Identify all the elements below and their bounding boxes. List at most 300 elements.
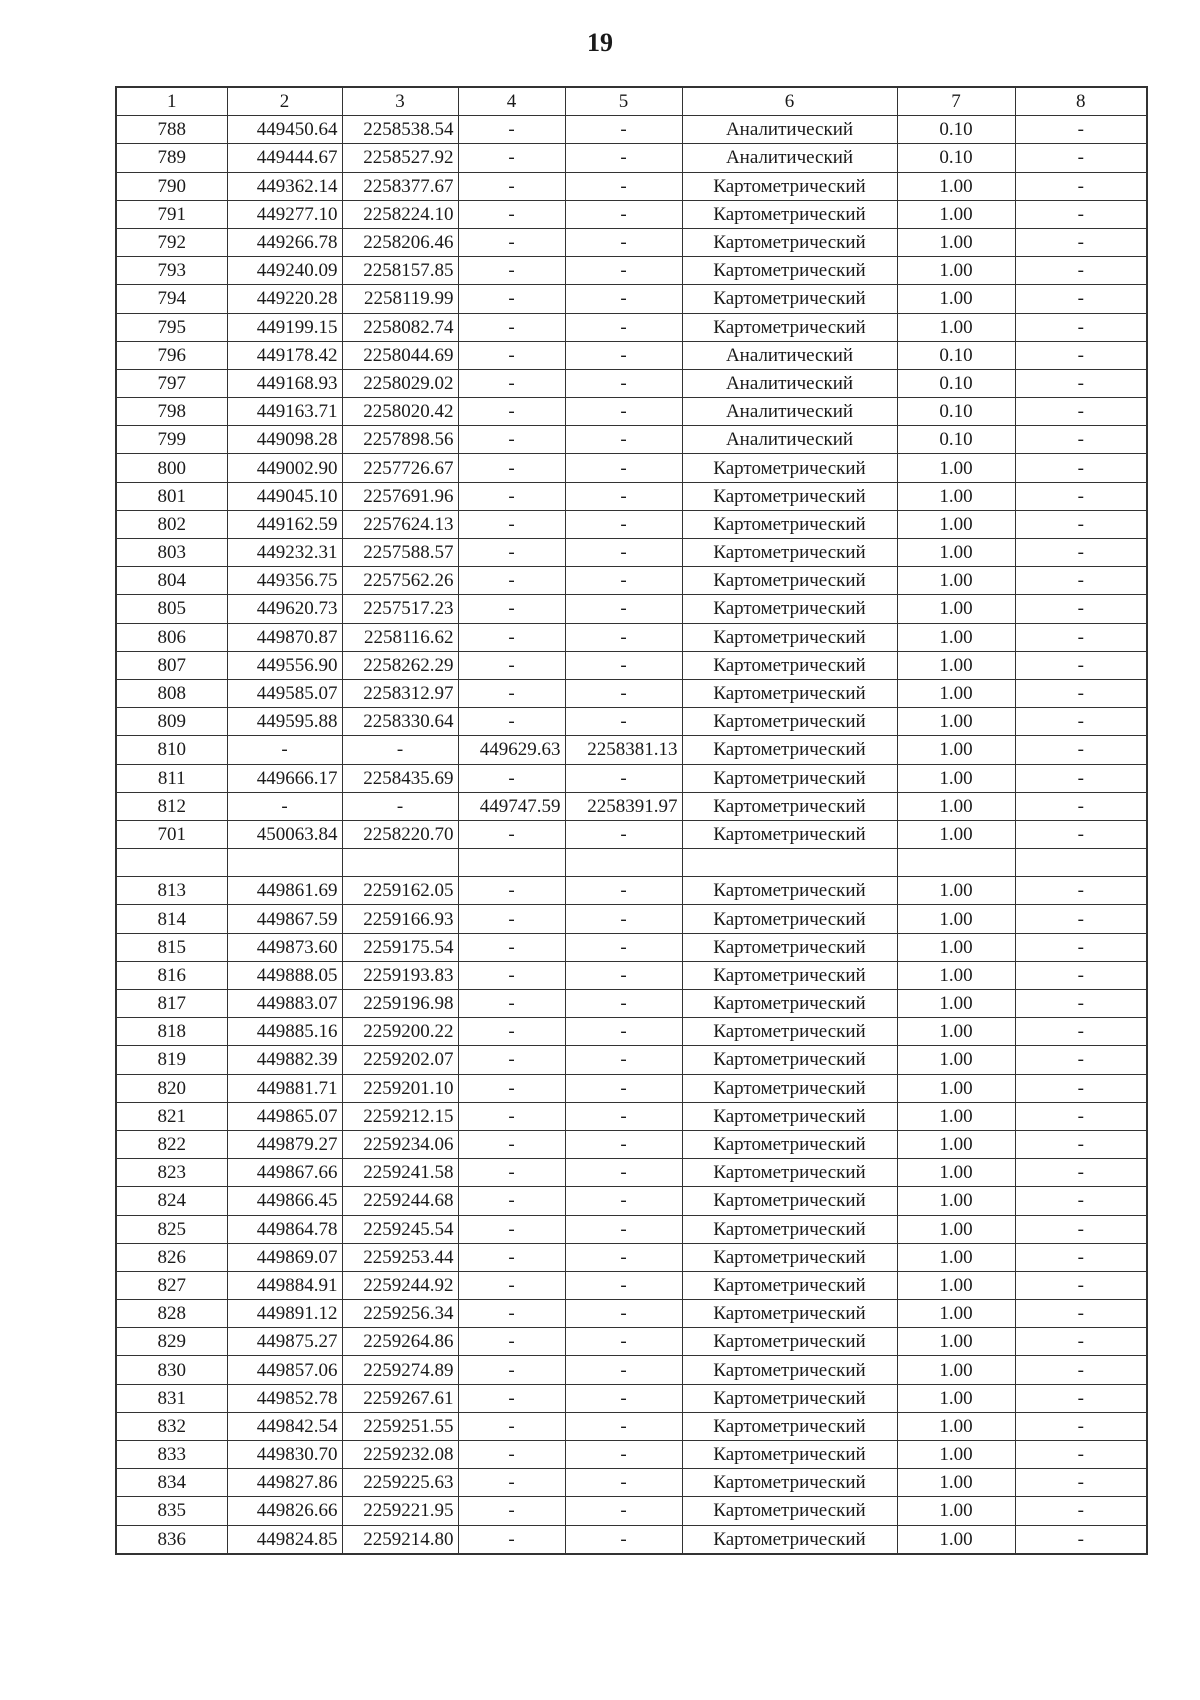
table-cell-x-coordinate-alt: - (458, 1469, 565, 1497)
table-cell-notes: - (1015, 1300, 1147, 1328)
table-cell-x-coordinate: 449857.06 (227, 1356, 342, 1384)
table-cell-y-coordinate-alt: - (565, 200, 682, 228)
table-cell-y-coordinate: 2257517.23 (342, 595, 458, 623)
table-cell-accuracy: 1.00 (897, 567, 1015, 595)
table-cell-y-coordinate-alt: - (565, 1018, 682, 1046)
table-cell-y-coordinate-alt: - (565, 285, 682, 313)
table-cell-x-coordinate-alt: - (458, 1384, 565, 1412)
table-cell-y-coordinate: 2258262.29 (342, 651, 458, 679)
table-cell-accuracy: 1.00 (897, 510, 1015, 538)
table-cell-y-coordinate-alt: - (565, 369, 682, 397)
table-cell-y-coordinate-alt: - (565, 539, 682, 567)
table-cell-accuracy: 1.00 (897, 482, 1015, 510)
table-cell-notes: - (1015, 1328, 1147, 1356)
table-cell-accuracy: 0.10 (897, 116, 1015, 144)
table-cell-y-coordinate-alt: - (565, 1300, 682, 1328)
table-row (116, 1271, 1147, 1299)
table-cell-x-coordinate-alt: - (458, 595, 565, 623)
table-cell-x-coordinate: 450063.84 (227, 820, 342, 848)
table-cell-x-coordinate: 449875.27 (227, 1328, 342, 1356)
table-cell-notes: - (1015, 1074, 1147, 1102)
table-cell-x-coordinate-alt: - (458, 539, 565, 567)
table-cell-notes (1015, 849, 1147, 877)
table-cell-notes: - (1015, 961, 1147, 989)
table-cell-notes: - (1015, 679, 1147, 707)
table-cell-accuracy: 1.00 (897, 623, 1015, 651)
table-cell-x-coordinate: - (227, 792, 342, 820)
table-cell-x-coordinate: 449826.66 (227, 1497, 342, 1525)
table-body (116, 116, 1147, 1554)
table-cell-point-number: 793 (116, 257, 227, 285)
table-cell-x-coordinate-alt: - (458, 933, 565, 961)
table-cell-x-coordinate-alt: - (458, 116, 565, 144)
table-cell-accuracy: 1.00 (897, 877, 1015, 905)
table-cell-method: Картометрический (682, 1271, 897, 1299)
table-cell-y-coordinate-alt: - (565, 764, 682, 792)
table-cell-y-coordinate-alt: - (565, 510, 682, 538)
table-cell-accuracy: 1.00 (897, 595, 1015, 623)
table-cell-y-coordinate-alt: - (565, 905, 682, 933)
table-cell-y-coordinate: 2259196.98 (342, 990, 458, 1018)
column-header-6: 6 (682, 87, 897, 116)
table-cell-notes: - (1015, 1046, 1147, 1074)
table-cell-x-coordinate-alt: - (458, 257, 565, 285)
table-cell-point-number: 804 (116, 567, 227, 595)
table-cell-accuracy: 1.00 (897, 1159, 1015, 1187)
table-cell-y-coordinate: 2259162.05 (342, 877, 458, 905)
table-cell-x-coordinate-alt: - (458, 820, 565, 848)
table-cell-point-number: 825 (116, 1215, 227, 1243)
table-cell-x-coordinate: 449450.64 (227, 116, 342, 144)
table-cell-x-coordinate: 449240.09 (227, 257, 342, 285)
table-cell-x-coordinate-alt: - (458, 1356, 565, 1384)
table-cell-accuracy: 1.00 (897, 200, 1015, 228)
table-row (116, 313, 1147, 341)
table-row (116, 1215, 1147, 1243)
table-row (116, 961, 1147, 989)
table-cell-x-coordinate-alt: - (458, 1271, 565, 1299)
table-cell-point-number: 813 (116, 877, 227, 905)
table-cell-accuracy: 1.00 (897, 990, 1015, 1018)
table-cell-x-coordinate-alt: - (458, 1300, 565, 1328)
table-cell-x-coordinate-alt: - (458, 961, 565, 989)
table-row (116, 539, 1147, 567)
table-cell-x-coordinate: 449356.75 (227, 567, 342, 595)
table-cell-accuracy: 1.00 (897, 454, 1015, 482)
table-cell-x-coordinate: 449595.88 (227, 708, 342, 736)
table-cell-point-number: 810 (116, 736, 227, 764)
table-cell-notes: - (1015, 651, 1147, 679)
table-cell-y-coordinate-alt: - (565, 961, 682, 989)
table-cell-notes: - (1015, 1384, 1147, 1412)
table-cell-accuracy: 1.00 (897, 228, 1015, 256)
table-cell-x-coordinate-alt: - (458, 200, 565, 228)
table-cell-notes: - (1015, 257, 1147, 285)
table-cell-point-number: 832 (116, 1412, 227, 1440)
column-header-5: 5 (565, 87, 682, 116)
table-cell-y-coordinate-alt: - (565, 1525, 682, 1554)
table-cell-y-coordinate: 2259244.92 (342, 1271, 458, 1299)
table-cell-x-coordinate-alt: - (458, 1187, 565, 1215)
table-cell-x-coordinate: 449002.90 (227, 454, 342, 482)
table-cell-method: Картометрический (682, 736, 897, 764)
table-cell-notes: - (1015, 1497, 1147, 1525)
table-cell-notes: - (1015, 877, 1147, 905)
table-cell-method: Картометрический (682, 1243, 897, 1271)
table-cell-x-coordinate: 449869.07 (227, 1243, 342, 1271)
table-cell-y-coordinate-alt: - (565, 1046, 682, 1074)
table-cell-point-number: 790 (116, 172, 227, 200)
table-cell-y-coordinate-alt: - (565, 877, 682, 905)
table-cell-x-coordinate: 449867.66 (227, 1159, 342, 1187)
table-cell-y-coordinate: 2258044.69 (342, 341, 458, 369)
table-cell-notes: - (1015, 708, 1147, 736)
table-row (116, 172, 1147, 200)
table-cell-point-number: 806 (116, 623, 227, 651)
table-cell-accuracy: 1.00 (897, 1328, 1015, 1356)
table-cell-point-number: 795 (116, 313, 227, 341)
table-cell-x-coordinate-alt: - (458, 426, 565, 454)
table-row (116, 679, 1147, 707)
table-cell-method: Картометрический (682, 228, 897, 256)
table-cell-notes: - (1015, 285, 1147, 313)
table-cell-notes: - (1015, 567, 1147, 595)
table-cell-notes: - (1015, 313, 1147, 341)
table-row (116, 1441, 1147, 1469)
table-row (116, 1130, 1147, 1158)
table-cell-notes: - (1015, 539, 1147, 567)
table-cell-x-coordinate: 449881.71 (227, 1074, 342, 1102)
table-cell-notes: - (1015, 1243, 1147, 1271)
table-row (116, 228, 1147, 256)
table-cell-point-number: 826 (116, 1243, 227, 1271)
table-cell-y-coordinate: 2258435.69 (342, 764, 458, 792)
table-cell-y-coordinate: 2258116.62 (342, 623, 458, 651)
table-cell-method: Картометрический (682, 454, 897, 482)
table-cell-y-coordinate: 2259166.93 (342, 905, 458, 933)
table-cell-x-coordinate: 449666.17 (227, 764, 342, 792)
table-cell-method: Картометрический (682, 1525, 897, 1554)
table-cell-point-number: 800 (116, 454, 227, 482)
table-cell-point-number: 792 (116, 228, 227, 256)
table-cell-accuracy: 1.00 (897, 736, 1015, 764)
table-cell-y-coordinate: 2259274.89 (342, 1356, 458, 1384)
table-cell-y-coordinate-alt: - (565, 1159, 682, 1187)
table-cell-x-coordinate-alt: - (458, 369, 565, 397)
table-cell-y-coordinate-alt: - (565, 1215, 682, 1243)
table-cell-method: Картометрический (682, 820, 897, 848)
table-cell-y-coordinate-alt: - (565, 1102, 682, 1130)
table-cell-y-coordinate-alt: 2258381.13 (565, 736, 682, 764)
table-cell-point-number: 802 (116, 510, 227, 538)
table-row (116, 510, 1147, 538)
table-cell-method: Картометрический (682, 651, 897, 679)
table-cell-method: Аналитический (682, 369, 897, 397)
table-cell-y-coordinate: 2259234.06 (342, 1130, 458, 1158)
table-row (116, 623, 1147, 651)
page-number: 19 (587, 28, 613, 57)
table-cell-point-number: 836 (116, 1525, 227, 1554)
table-cell-x-coordinate: 449232.31 (227, 539, 342, 567)
table-cell-y-coordinate: 2258082.74 (342, 313, 458, 341)
table-cell-y-coordinate-alt: - (565, 1074, 682, 1102)
table-row (116, 764, 1147, 792)
table-cell-method: Аналитический (682, 144, 897, 172)
table-cell-notes: - (1015, 1525, 1147, 1554)
table-cell-x-coordinate-alt: - (458, 764, 565, 792)
table-cell-y-coordinate: 2258330.64 (342, 708, 458, 736)
table-cell-y-coordinate: 2258220.70 (342, 820, 458, 848)
table-cell-x-coordinate: 449199.15 (227, 313, 342, 341)
table-cell-y-coordinate-alt: - (565, 454, 682, 482)
table-cell-y-coordinate: 2257691.96 (342, 482, 458, 510)
table-cell-y-coordinate-alt (565, 849, 682, 877)
coordinates-table (115, 86, 1148, 1555)
table-cell-x-coordinate-alt: - (458, 1130, 565, 1158)
table-row (116, 905, 1147, 933)
table-cell-method: Картометрический (682, 708, 897, 736)
table-cell-x-coordinate: 449220.28 (227, 285, 342, 313)
table-cell-y-coordinate-alt: - (565, 1356, 682, 1384)
column-header-1: 1 (116, 87, 227, 116)
table-cell-point-number: 818 (116, 1018, 227, 1046)
table-cell-x-coordinate: 449866.45 (227, 1187, 342, 1215)
table-cell-method: Картометрический (682, 933, 897, 961)
table-cell-y-coordinate: 2257726.67 (342, 454, 458, 482)
table-cell-notes: - (1015, 510, 1147, 538)
table-cell-x-coordinate: 449266.78 (227, 228, 342, 256)
table-cell-y-coordinate: 2259212.15 (342, 1102, 458, 1130)
table-row (116, 1018, 1147, 1046)
table-cell-notes: - (1015, 595, 1147, 623)
table-cell-y-coordinate-alt: - (565, 1130, 682, 1158)
table-cell-notes: - (1015, 1271, 1147, 1299)
table-cell-point-number: 805 (116, 595, 227, 623)
table-cell-point-number: 796 (116, 341, 227, 369)
table-cell-x-coordinate: 449883.07 (227, 990, 342, 1018)
table-cell-y-coordinate: 2258119.99 (342, 285, 458, 313)
table-cell-point-number: 835 (116, 1497, 227, 1525)
table-cell-notes: - (1015, 1469, 1147, 1497)
table-cell-accuracy: 0.10 (897, 341, 1015, 369)
table-cell-y-coordinate: 2258527.92 (342, 144, 458, 172)
table-cell-point-number: 833 (116, 1441, 227, 1469)
table-row (116, 651, 1147, 679)
table-cell-y-coordinate: 2259202.07 (342, 1046, 458, 1074)
table-cell-notes: - (1015, 369, 1147, 397)
table-row (116, 849, 1147, 877)
table-cell-point-number: 815 (116, 933, 227, 961)
table-cell-y-coordinate: 2258312.97 (342, 679, 458, 707)
table-cell-x-coordinate: 449885.16 (227, 1018, 342, 1046)
table-cell-method: Картометрический (682, 990, 897, 1018)
table-cell-notes: - (1015, 1130, 1147, 1158)
table-cell-x-coordinate-alt: - (458, 877, 565, 905)
table-cell-accuracy: 1.00 (897, 1130, 1015, 1158)
table-row (116, 116, 1147, 144)
table-cell-y-coordinate-alt: - (565, 116, 682, 144)
table-cell-accuracy: 0.10 (897, 369, 1015, 397)
table-cell-x-coordinate-alt: - (458, 1159, 565, 1187)
table-cell-y-coordinate: 2258157.85 (342, 257, 458, 285)
table-cell-x-coordinate-alt: - (458, 990, 565, 1018)
table-cell-x-coordinate: 449888.05 (227, 961, 342, 989)
table-cell-point-number: 824 (116, 1187, 227, 1215)
table-cell-notes: - (1015, 1356, 1147, 1384)
table-cell-x-coordinate-alt: - (458, 1074, 565, 1102)
table-cell-notes: - (1015, 200, 1147, 228)
table-cell-accuracy: 1.00 (897, 679, 1015, 707)
table-cell-x-coordinate-alt: - (458, 172, 565, 200)
table-cell-x-coordinate: 449098.28 (227, 426, 342, 454)
table-cell-x-coordinate-alt: - (458, 1328, 565, 1356)
table-row (116, 1046, 1147, 1074)
table-cell-y-coordinate: 2257588.57 (342, 539, 458, 567)
table-cell-y-coordinate-alt: - (565, 1441, 682, 1469)
table-cell-y-coordinate-alt: - (565, 482, 682, 510)
table-cell-point-number: 788 (116, 116, 227, 144)
table-cell-method: Картометрический (682, 1384, 897, 1412)
table-cell-x-coordinate-alt: - (458, 567, 565, 595)
table-cell-point-number: 789 (116, 144, 227, 172)
table-cell-x-coordinate-alt: - (458, 1497, 565, 1525)
table-cell-x-coordinate-alt: - (458, 144, 565, 172)
table-cell-point-number: 791 (116, 200, 227, 228)
table-cell-accuracy: 1.00 (897, 764, 1015, 792)
table-row (116, 1159, 1147, 1187)
table-cell-point-number: 829 (116, 1328, 227, 1356)
table-cell-method: Картометрический (682, 1018, 897, 1046)
table-cell-notes: - (1015, 820, 1147, 848)
table-cell-notes: - (1015, 736, 1147, 764)
table-cell-accuracy: 1.00 (897, 1469, 1015, 1497)
table-cell-accuracy: 0.10 (897, 426, 1015, 454)
table-cell-method: Аналитический (682, 398, 897, 426)
table-cell-point-number: 803 (116, 539, 227, 567)
table-cell-x-coordinate-alt: - (458, 285, 565, 313)
table-cell-x-coordinate: 449178.42 (227, 341, 342, 369)
table-cell-x-coordinate: 449556.90 (227, 651, 342, 679)
table-cell-accuracy: 1.00 (897, 1018, 1015, 1046)
table-cell-notes: - (1015, 1187, 1147, 1215)
column-header-2: 2 (227, 87, 342, 116)
column-header-4: 4 (458, 87, 565, 116)
table-cell-method: Картометрический (682, 1328, 897, 1356)
table-cell-y-coordinate: 2257562.26 (342, 567, 458, 595)
table-cell-point-number: 822 (116, 1130, 227, 1158)
table-cell-method: Картометрический (682, 1130, 897, 1158)
table-cell-notes: - (1015, 398, 1147, 426)
table-cell-x-coordinate-alt: 449629.63 (458, 736, 565, 764)
table-cell-y-coordinate: 2259245.54 (342, 1215, 458, 1243)
table-cell-y-coordinate: 2259253.44 (342, 1243, 458, 1271)
table-cell-x-coordinate-alt: - (458, 708, 565, 736)
table-cell-y-coordinate: 2257624.13 (342, 510, 458, 538)
table-cell-x-coordinate-alt: - (458, 1102, 565, 1130)
table-cell-y-coordinate: 2258224.10 (342, 200, 458, 228)
table-cell-accuracy: 0.10 (897, 398, 1015, 426)
table-row (116, 398, 1147, 426)
table-cell-notes: - (1015, 990, 1147, 1018)
table-cell-method: Картометрический (682, 1215, 897, 1243)
table-cell-x-coordinate: 449864.78 (227, 1215, 342, 1243)
table-cell-accuracy: 1.00 (897, 257, 1015, 285)
table-cell-y-coordinate: 2259267.61 (342, 1384, 458, 1412)
table-cell-y-coordinate-alt: - (565, 313, 682, 341)
table-row (116, 426, 1147, 454)
table-cell-method: Картометрический (682, 313, 897, 341)
table-row (116, 990, 1147, 1018)
table-row (116, 736, 1147, 764)
table-cell-y-coordinate: - (342, 736, 458, 764)
table-cell-accuracy: 0.10 (897, 144, 1015, 172)
table-cell-notes: - (1015, 228, 1147, 256)
table-cell-x-coordinate: 449824.85 (227, 1525, 342, 1554)
table-cell-y-coordinate-alt: - (565, 341, 682, 369)
table-row (116, 708, 1147, 736)
table-cell-y-coordinate: 2259256.34 (342, 1300, 458, 1328)
table-cell-y-coordinate-alt: - (565, 990, 682, 1018)
table-cell-x-coordinate-alt: - (458, 228, 565, 256)
table-cell-method: Картометрический (682, 539, 897, 567)
table-cell-notes: - (1015, 1215, 1147, 1243)
table-cell-method: Картометрический (682, 764, 897, 792)
table-cell-point-number: 814 (116, 905, 227, 933)
table-cell-y-coordinate-alt: - (565, 257, 682, 285)
table-cell-y-coordinate-alt: - (565, 708, 682, 736)
table-cell-accuracy: 1.00 (897, 1215, 1015, 1243)
table-cell-method: Картометрический (682, 1074, 897, 1102)
table-cell-x-coordinate: 449865.07 (227, 1102, 342, 1130)
table-cell-y-coordinate-alt: - (565, 172, 682, 200)
table-row (116, 933, 1147, 961)
table-row (116, 1243, 1147, 1271)
table-cell-x-coordinate: 449852.78 (227, 1384, 342, 1412)
table-cell-notes: - (1015, 482, 1147, 510)
table-cell-accuracy: 1.00 (897, 1441, 1015, 1469)
table-cell-point-number: 819 (116, 1046, 227, 1074)
table-cell-y-coordinate: 2259193.83 (342, 961, 458, 989)
table-cell-x-coordinate: 449870.87 (227, 623, 342, 651)
table-cell-method: Картометрический (682, 679, 897, 707)
table-cell-method: Картометрический (682, 200, 897, 228)
table-cell-y-coordinate: 2257898.56 (342, 426, 458, 454)
table-cell-point-number: 823 (116, 1159, 227, 1187)
table-cell-y-coordinate-alt: - (565, 1187, 682, 1215)
table-cell-method: Аналитический (682, 341, 897, 369)
table-cell-x-coordinate-alt: - (458, 1441, 565, 1469)
table-row (116, 257, 1147, 285)
table-cell-point-number: 801 (116, 482, 227, 510)
table-row (116, 1412, 1147, 1440)
table-cell-point-number: 817 (116, 990, 227, 1018)
table-cell-y-coordinate: 2259225.63 (342, 1469, 458, 1497)
table-cell-notes: - (1015, 1102, 1147, 1130)
table-cell-x-coordinate: 449861.69 (227, 877, 342, 905)
table-cell-point-number: 799 (116, 426, 227, 454)
table-cell-accuracy: 1.00 (897, 1412, 1015, 1440)
table-cell-notes: - (1015, 1412, 1147, 1440)
table-cell-method: Картометрический (682, 482, 897, 510)
table-cell-y-coordinate: 2259221.95 (342, 1497, 458, 1525)
table-cell-notes: - (1015, 1441, 1147, 1469)
table-cell-point-number: 820 (116, 1074, 227, 1102)
table-cell-accuracy: 1.00 (897, 651, 1015, 679)
table-cell-x-coordinate: 449827.86 (227, 1469, 342, 1497)
table-cell-x-coordinate-alt: - (458, 313, 565, 341)
table-cell-x-coordinate: - (227, 736, 342, 764)
table-cell-accuracy: 1.00 (897, 933, 1015, 961)
